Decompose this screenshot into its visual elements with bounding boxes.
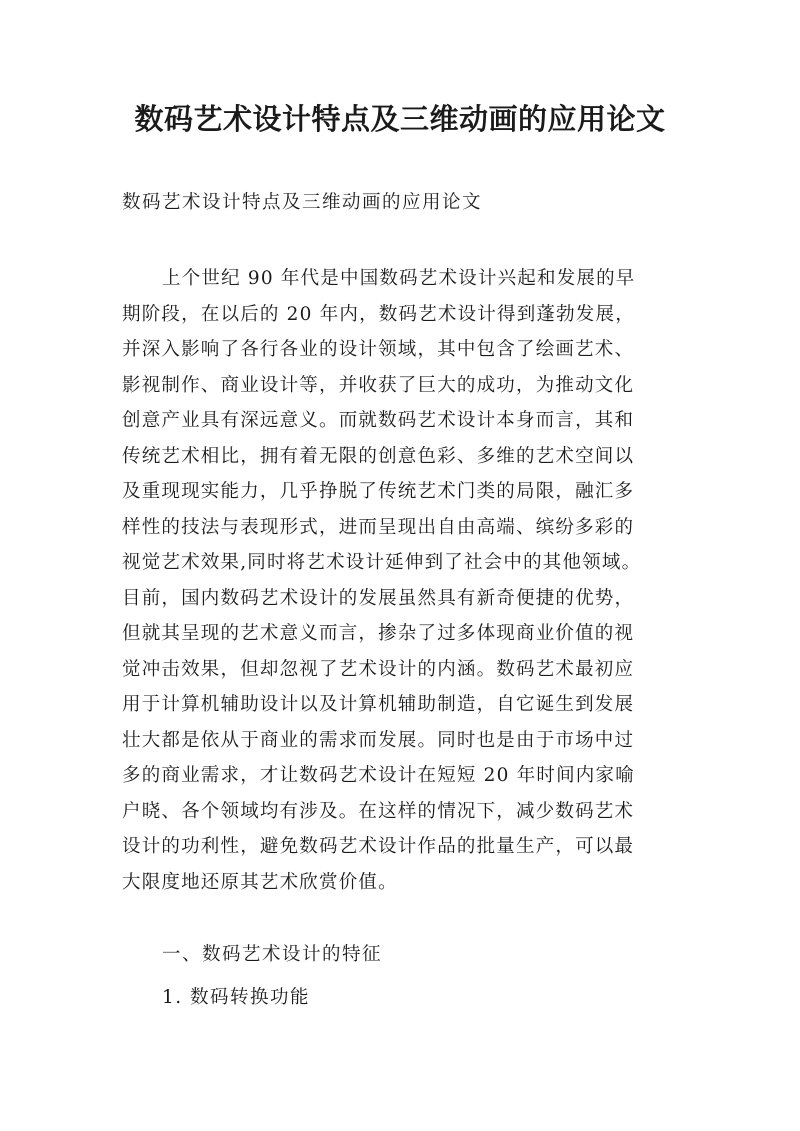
paragraph-line: 样性的技法与表现形式，进而呈现出自由高端、缤纷多彩的 [122,516,635,538]
paragraph-line: 上个世纪 90 年代是中国数码艺术设计兴起和发展的早 [162,268,636,289]
subsection-heading: 1. 数码转换功能 [162,987,311,1008]
paragraph-line: 多的商业需求，才让数码艺术设计在短短 20 年时间内家喻 [122,765,635,786]
paragraph-line: 期阶段，在以后的 20 年内，数码艺术设计得到蓬勃发展， [122,303,635,325]
document-title: 数码艺术设计特点及三维动画的应用论文 [134,102,666,136]
paragraph-line: 目前，国内数码艺术设计的发展虽然具有新奇便捷的优势， [122,587,635,609]
paragraph-line: 视觉艺术效果,同时将艺术设计延伸到了社会中的其他领域。 [122,552,642,573]
paragraph-line: 传统艺术相比，拥有着无限的创意色彩、多维的艺术空间以 [122,445,635,467]
paragraph-line: 用于计算机辅助设计以及计算机辅助制造，自它诞生到发展 [122,694,635,715]
paragraph-line: 大限度地还原其艺术欣赏价值。 [122,871,398,893]
paragraph-line: 壮大都是依从于商业的需求而发展。同时也是由于市场中过 [122,729,635,751]
paragraph-line: 创意产业具有深远意义。而就数码艺术设计本身而言，其和 [122,410,635,431]
body-paragraph [122,261,682,900]
document-subtitle: 数码艺术设计特点及三维动画的应用论文 [122,192,483,213]
paragraph-line: 影视制作、商业设计等，并收获了巨大的成功，为推动文化 [122,374,635,396]
paragraph-line: 及重现现实能力，几乎挣脱了传统艺术门类的局限，融汇多 [122,481,635,502]
paragraph-line: 但就其呈现的艺术意义而言，掺杂了过多体现商业价值的视 [122,623,635,644]
section-heading: 一、数码艺术设计的特征 [162,944,383,965]
paragraph-line: 并深入影响了各行各业的设计领域，其中包含了绘画艺术、 [122,339,635,360]
paragraph-line: 觉冲击效果，但却忽视了艺术设计的内涵。数码艺术最初应 [122,658,635,680]
paragraph-line: 设计的功利性，避免数码艺术设计作品的批量生产，可以最 [122,836,635,857]
paragraph-line: 户晓、各个领域均有涉及。在这样的情况下，减少数码艺术 [122,800,635,822]
